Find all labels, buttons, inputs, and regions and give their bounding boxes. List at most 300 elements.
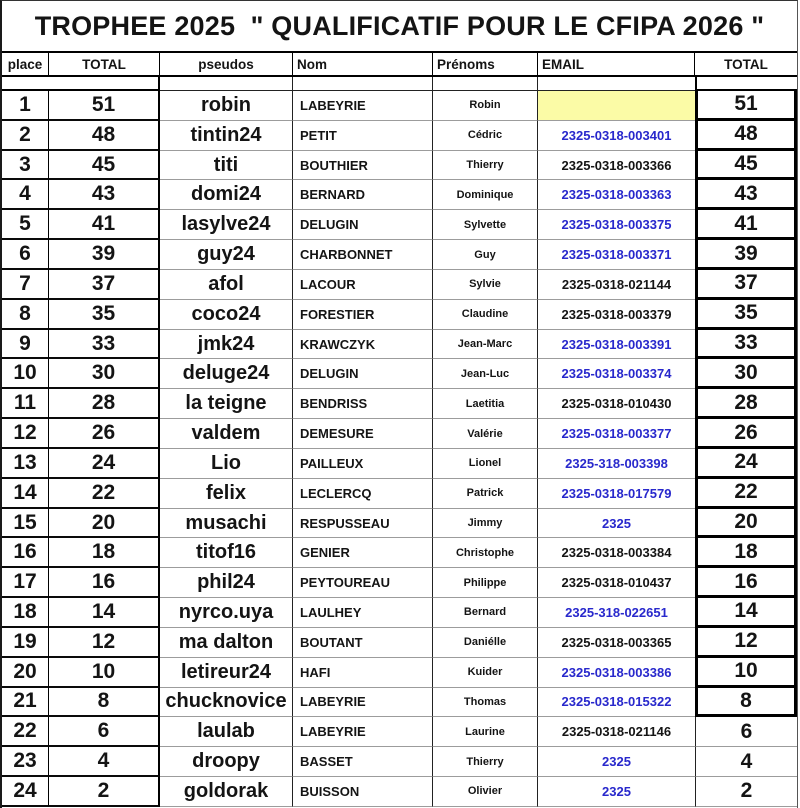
email-link-cell[interactable] (538, 449, 695, 479)
table-row (2, 479, 797, 509)
cell-total-left (49, 568, 160, 598)
col-header-prenoms: Prénoms (433, 53, 538, 75)
pseudo-value: domi24 (190, 183, 262, 206)
table-row (2, 151, 797, 181)
place-value: 24 (13, 778, 37, 802)
total-right-value: 14 (734, 599, 758, 623)
email-link-cell[interactable] (538, 598, 695, 628)
cell-total-right (695, 568, 797, 598)
cell-prenom (433, 568, 538, 598)
email-link-cell[interactable] (538, 747, 695, 777)
cell-pseudo (160, 300, 293, 330)
cell-nom (293, 330, 433, 360)
cell-pseudo (160, 717, 293, 747)
cell-total-left (49, 449, 160, 479)
pseudo-value: goldorak (183, 779, 269, 802)
pseudo-value: la teigne (185, 392, 267, 415)
cell-pseudo (160, 568, 293, 598)
pseudo-value: ma dalton (178, 630, 274, 653)
table-row (2, 210, 797, 240)
cell-prenom (433, 538, 538, 568)
spacer-row (2, 77, 797, 91)
email-link-cell[interactable] (538, 419, 695, 449)
email-link-cell[interactable] (538, 210, 695, 240)
total-value: 20 (91, 510, 116, 534)
email-value: 2325-0318-003377 (561, 426, 672, 442)
total-value: 24 (91, 450, 116, 474)
cell-pseudo (160, 330, 293, 360)
cell-pseudo (160, 419, 293, 449)
nom-value: DELUGIN (300, 366, 359, 382)
cell-prenom (433, 419, 538, 449)
cell-place (2, 479, 49, 509)
total-right-value: 12 (734, 629, 758, 653)
email-value: 2325 (602, 783, 631, 799)
cell-pseudo (160, 449, 293, 479)
nom-value: DELUGIN (300, 217, 359, 233)
spacer-cell (433, 77, 538, 91)
cell-pseudo (160, 210, 293, 240)
total-value: 41 (91, 212, 116, 236)
total-value: 8 (97, 689, 110, 713)
cell-nom (293, 121, 433, 151)
prenom-value: Laurine (465, 725, 505, 738)
email-link-cell[interactable] (538, 359, 695, 389)
nom-value: LABEYRIE (300, 97, 366, 113)
cell-total-left (49, 598, 160, 628)
cell-prenom (433, 240, 538, 270)
place-value: 6 (19, 242, 31, 266)
cell-email (538, 538, 695, 568)
total-value: 35 (91, 301, 116, 325)
cell-prenom (433, 270, 538, 300)
cell-prenom (433, 747, 538, 777)
cell-prenom (433, 628, 538, 658)
table-row (2, 688, 797, 718)
total-value: 26 (91, 421, 116, 445)
pseudo-value: nyrco.uya (178, 600, 274, 623)
place-value: 15 (13, 510, 37, 534)
cell-prenom (433, 717, 538, 747)
cell-pseudo (160, 688, 293, 718)
nom-value: LABEYRIE (300, 694, 366, 710)
place-value: 9 (19, 331, 31, 355)
cell-email (538, 628, 695, 658)
table-row (2, 91, 797, 121)
prenom-value: Jean-Luc (460, 367, 510, 380)
prenom-value: Guy (474, 248, 496, 261)
email-value: 2325-0318-003374 (561, 366, 672, 382)
cell-total-left (49, 658, 160, 688)
cell-total-right (695, 688, 797, 718)
cell-place (2, 300, 49, 330)
cell-pseudo (160, 747, 293, 777)
table-row (2, 240, 797, 270)
cell-place (2, 747, 49, 777)
cell-total-right (695, 270, 797, 300)
cell-total-left (49, 538, 160, 568)
total-value: 33 (91, 331, 116, 355)
cell-pseudo (160, 151, 293, 181)
cell-prenom (433, 688, 538, 718)
pseudo-value: musachi (185, 511, 267, 534)
total-right-value: 20 (734, 510, 758, 533)
cell-total-left (49, 180, 160, 210)
email-value: 2325-0318-003375 (561, 217, 672, 233)
pseudo-value: tintin24 (190, 123, 262, 146)
nom-value: HAFI (300, 664, 331, 680)
email-value: 2325-318-022651 (565, 604, 668, 620)
cell-nom (293, 180, 433, 210)
cell-total-left (49, 91, 160, 121)
place-value: 4 (19, 182, 31, 206)
pseudo-value: Lio (211, 451, 241, 474)
total-right-value: 6 (740, 719, 753, 743)
email-link-cell[interactable] (538, 240, 695, 270)
table-row (2, 509, 797, 539)
cell-nom (293, 509, 433, 539)
nom-value: KRAWCZYK (300, 336, 376, 352)
cell-total-left (49, 151, 160, 181)
cell-nom (293, 568, 433, 598)
cell-total-left (49, 300, 160, 330)
cell-total-right (695, 359, 797, 389)
cell-total-left (49, 330, 160, 360)
place-value: 1 (19, 92, 31, 116)
total-value: 30 (91, 361, 116, 385)
table-row (2, 330, 797, 360)
cell-prenom (433, 658, 538, 688)
place-value: 12 (13, 421, 37, 445)
page-title: TROPHEE 2025 " QUALIFICATIF POUR LE CFIPA 2026 " (2, 1, 797, 53)
cell-nom (293, 300, 433, 330)
table-row (2, 449, 797, 479)
total-right-value: 4 (740, 749, 753, 773)
prenom-value: Thierry (466, 159, 504, 172)
cell-total-right (695, 91, 797, 121)
cell-prenom (433, 91, 538, 121)
total-right-value: 26 (734, 420, 758, 444)
cell-prenom (433, 449, 538, 479)
pseudo-value: coco24 (191, 302, 261, 325)
cell-place (2, 240, 49, 270)
email-link-cell[interactable] (538, 180, 695, 210)
place-value: 23 (13, 749, 37, 773)
total-right-value: 8 (740, 688, 752, 712)
cell-total-left (49, 419, 160, 449)
cell-total-right (695, 509, 797, 539)
cell-total-left (49, 359, 160, 389)
total-value: 22 (91, 480, 116, 504)
email-value: 2325-0318-003363 (561, 187, 672, 203)
cell-place (2, 330, 49, 360)
total-value: 28 (91, 391, 116, 415)
nom-value: PEYTOUREAU (300, 575, 391, 591)
table-row (2, 658, 797, 688)
cell-email (538, 389, 695, 419)
cell-place (2, 538, 49, 568)
total-right-value: 2 (740, 779, 753, 803)
prenom-value: Sylvette (463, 218, 507, 231)
cell-total-right (695, 300, 797, 330)
cell-nom (293, 240, 433, 270)
place-value: 14 (13, 480, 37, 504)
cell-prenom (433, 777, 538, 807)
cell-total-left (49, 210, 160, 240)
col-header-total-right: TOTAL (724, 56, 768, 72)
email-link-cell[interactable] (538, 479, 695, 509)
total-right-value: 48 (734, 122, 758, 146)
email-link-cell[interactable] (538, 509, 695, 539)
cell-nom (293, 389, 433, 419)
nom-value: PAILLEUX (300, 455, 364, 471)
email-value: 2325-0318-003371 (561, 247, 672, 263)
cell-nom (293, 628, 433, 658)
cell-total-right (695, 210, 797, 240)
total-value: 39 (91, 242, 116, 266)
cell-email (538, 270, 695, 300)
cell-pseudo (160, 91, 293, 121)
place-value: 8 (19, 301, 31, 325)
cell-nom (293, 538, 433, 568)
email-link-cell[interactable] (538, 777, 695, 807)
place-value: 11 (13, 391, 37, 415)
cell-pseudo (160, 658, 293, 688)
cell-total-right (695, 151, 797, 181)
cell-pseudo (160, 389, 293, 419)
table-row (2, 628, 797, 658)
nom-value: RESPUSSEAU (300, 515, 390, 531)
cell-prenom (433, 479, 538, 509)
pseudo-value: jmk24 (197, 332, 255, 355)
cell-nom (293, 419, 433, 449)
cell-total-left (49, 240, 160, 270)
spacer-cell (695, 77, 797, 91)
email-link-cell[interactable] (538, 688, 695, 718)
total-value: 51 (91, 92, 116, 116)
place-value: 2 (19, 122, 31, 146)
total-right-value: 22 (734, 480, 758, 504)
prenom-value: Christophe (455, 546, 515, 559)
cell-place (2, 509, 49, 539)
table-row (2, 419, 797, 449)
table-row (2, 300, 797, 330)
cell-nom (293, 717, 433, 747)
cell-place (2, 151, 49, 181)
place-value: 20 (13, 659, 37, 683)
total-right-value: 16 (734, 569, 758, 593)
cell-prenom (433, 598, 538, 628)
cell-place (2, 389, 49, 419)
total-value: 4 (97, 749, 110, 773)
prenom-value: Jimmy (467, 517, 503, 529)
cell-place (2, 449, 49, 479)
table-row (2, 121, 797, 151)
table-row (2, 598, 797, 628)
cell-nom (293, 359, 433, 389)
pseudo-value: letireur24 (180, 660, 272, 683)
cell-nom (293, 151, 433, 181)
total-value: 10 (91, 659, 116, 683)
table-row (2, 538, 797, 568)
total-right-value: 24 (734, 450, 758, 474)
prenom-value: Philippe (463, 576, 507, 589)
nom-value: DEMESURE (300, 426, 374, 442)
prenom-value: Dominique (456, 188, 514, 201)
total-right-value: 35 (734, 301, 758, 325)
table-row (2, 747, 797, 777)
nom-value: LAULHEY (300, 604, 362, 620)
total-value: 37 (91, 271, 116, 295)
email-value: 2325-0318-021146 (561, 724, 672, 740)
total-value: 18 (91, 540, 116, 564)
cell-pseudo (160, 240, 293, 270)
pseudo-value: deluge24 (182, 362, 270, 385)
cell-total-right (695, 658, 797, 688)
nom-value: LECLERCQ (300, 485, 372, 501)
cell-total-right (695, 598, 797, 628)
place-value: 16 (13, 540, 37, 564)
email-value: 2325-0318-003391 (561, 336, 672, 352)
prenom-value: Laetitia (465, 397, 505, 410)
cell-place (2, 121, 49, 151)
table-row (2, 180, 797, 210)
cell-prenom (433, 330, 538, 360)
email-value: 2325-0318-003379 (561, 306, 672, 322)
pseudo-value: titof16 (196, 541, 256, 564)
pseudo-value: droopy (192, 750, 260, 773)
cell-pseudo (160, 777, 293, 807)
total-value: 2 (97, 778, 110, 802)
prenom-value: Patrick (466, 487, 504, 500)
cell-nom (293, 747, 433, 777)
nom-value: BUISSON (300, 783, 360, 799)
cell-total-right (695, 628, 797, 658)
pseudo-value: titi (213, 153, 239, 176)
total-right-value: 18 (734, 539, 758, 563)
cell-nom (293, 479, 433, 509)
pseudo-value: laulab (197, 720, 255, 743)
email-value: 2325-0318-010437 (561, 575, 672, 591)
cell-place (2, 598, 49, 628)
cell-place (2, 210, 49, 240)
cell-prenom (433, 180, 538, 210)
nom-value: CHARBONNET (300, 247, 393, 263)
cell-place (2, 688, 49, 718)
nom-value: BOUTANT (300, 634, 363, 650)
cell-prenom (433, 151, 538, 181)
email-link-cell[interactable] (538, 121, 695, 151)
place-value: 17 (13, 570, 37, 594)
nom-value: BASSET (300, 754, 353, 770)
place-value: 13 (13, 450, 37, 474)
cell-prenom (433, 389, 538, 419)
cell-total-right (695, 121, 797, 151)
email-value: 2325 (602, 515, 631, 531)
nom-value: GENIER (300, 545, 350, 561)
prenom-value: Thierry (466, 755, 504, 768)
spacer-cell (293, 77, 433, 91)
table-header (2, 53, 797, 77)
col-header-total-left: TOTAL (49, 53, 160, 75)
place-value: 7 (19, 271, 31, 295)
table-body (2, 91, 797, 807)
total-value: 45 (91, 152, 116, 176)
cell-place (2, 717, 49, 747)
email-link-cell[interactable] (538, 658, 695, 688)
cell-place (2, 568, 49, 598)
cell-pseudo (160, 628, 293, 658)
pseudo-value: afol (208, 272, 244, 295)
cell-total-left (49, 628, 160, 658)
cell-prenom (433, 210, 538, 240)
email-link-cell[interactable] (538, 330, 695, 360)
total-right-value: 41 (734, 211, 758, 235)
cell-total-left (49, 509, 160, 539)
cell-pseudo (160, 509, 293, 539)
cell-nom (293, 91, 433, 121)
cell-pseudo (160, 538, 293, 568)
cell-nom (293, 598, 433, 628)
col-header-pseudos: pseudos (160, 53, 293, 75)
cell-total-left (49, 717, 160, 747)
cell-total-left (49, 479, 160, 509)
place-value: 22 (13, 719, 37, 743)
pseudo-value: felix (205, 481, 247, 504)
table-row (2, 359, 797, 389)
cell-nom (293, 658, 433, 688)
cell-prenom (433, 359, 538, 389)
cell-pseudo (160, 479, 293, 509)
prenom-value: Claudine (461, 308, 509, 321)
cell-place (2, 777, 49, 807)
email-value: 2325-0318-003401 (561, 127, 672, 143)
prenom-value: Daniélle (463, 636, 507, 649)
email-value: 2325-318-003398 (565, 455, 668, 471)
pseudo-value: valdem (191, 422, 261, 445)
cell-nom (293, 449, 433, 479)
place-value: 10 (13, 361, 37, 385)
prenom-value: Lionel (468, 457, 502, 470)
total-value: 48 (91, 122, 116, 146)
nom-value: LABEYRIE (300, 724, 366, 740)
spacer-cell (2, 77, 160, 91)
prenom-value: Robin (469, 99, 501, 112)
cell-total-left (49, 747, 160, 777)
nom-value: BERNARD (300, 187, 365, 203)
table-row (2, 717, 797, 747)
cell-total-left (49, 270, 160, 300)
nom-value: BOUTHIER (300, 157, 368, 173)
pseudo-value: guy24 (197, 243, 255, 266)
cell-place (2, 658, 49, 688)
pseudo-value: lasylve24 (181, 213, 271, 236)
total-right-value: 28 (734, 390, 758, 414)
cell-total-right (695, 389, 797, 419)
place-value: 18 (13, 599, 37, 623)
cell-total-left (49, 389, 160, 419)
prenom-value: Jean-Marc (457, 338, 513, 351)
total-right-value: 51 (734, 92, 758, 116)
col-header-place: place (2, 53, 49, 75)
cell-prenom (433, 509, 538, 539)
place-value: 5 (19, 212, 31, 236)
cell-total-right (695, 747, 797, 777)
pseudo-value: chucknovice (165, 690, 287, 713)
email-value: 2325-0318-015322 (561, 694, 672, 710)
cell-nom (293, 270, 433, 300)
cell-total-right (695, 240, 797, 270)
